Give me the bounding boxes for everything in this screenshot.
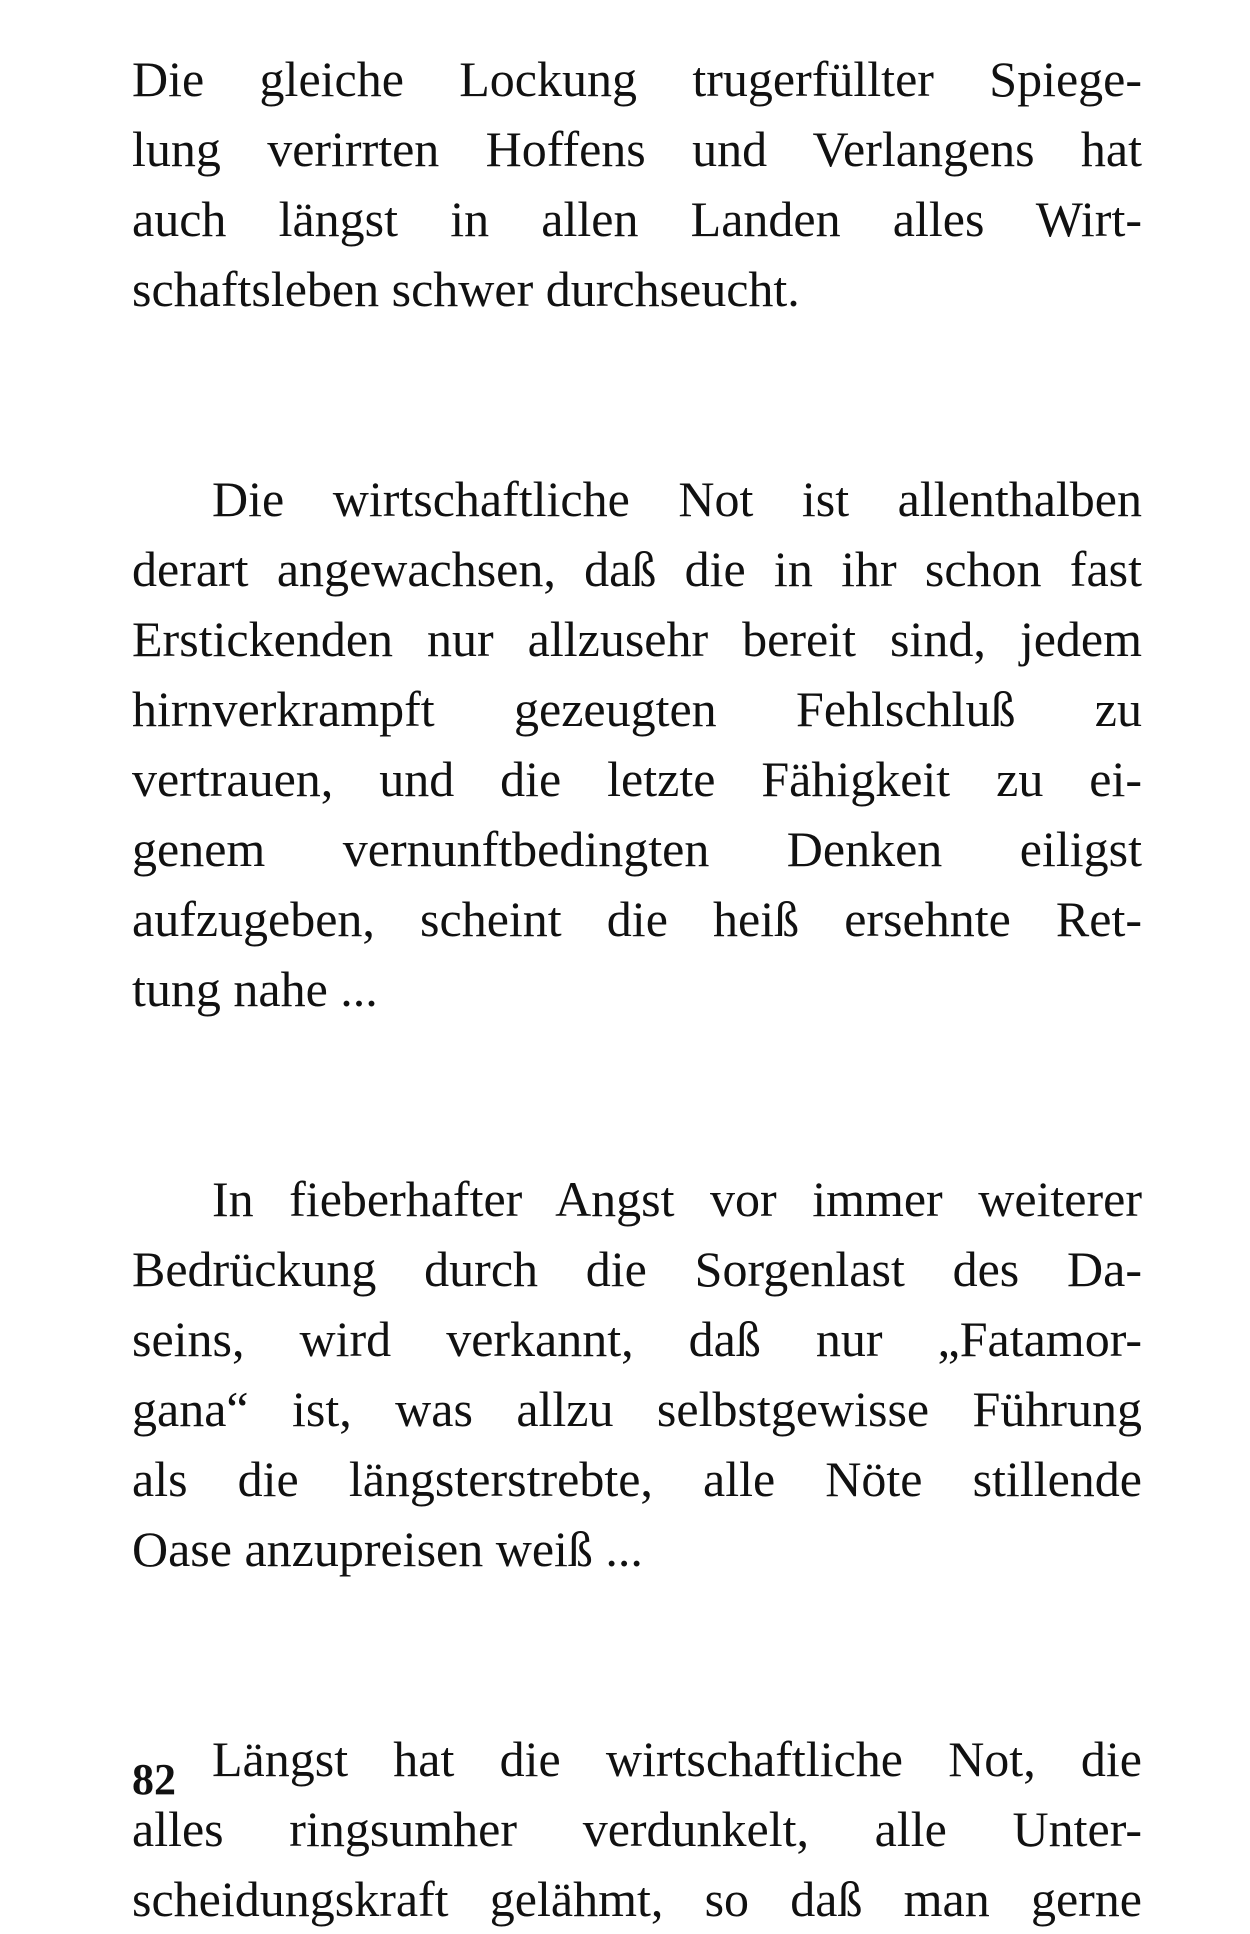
- paragraph-gap: [132, 324, 1142, 464]
- text-line: Erstickenden nur allzusehr bereit sind, jedem: [132, 611, 1142, 667]
- paragraph-4: [132, 1724, 1142, 1934]
- paragraph-gap: [132, 1584, 1142, 1724]
- page-number: 82: [132, 1755, 176, 1804]
- body-text: [132, 44, 1142, 1934]
- text-line: als die längsterstrebte, alle Nöte stillende: [132, 1451, 1142, 1507]
- text-line: gana“ ist, was allzu selbstgewisse Führung: [132, 1381, 1142, 1437]
- text-line: aufzugeben, scheint die heiß ersehnte Ret-: [132, 891, 1142, 947]
- text-line: vertrauen, und die letzte Fähigkeit zu ei-: [132, 751, 1142, 807]
- paragraph-2: [132, 464, 1142, 1024]
- paragraph-3: [132, 1164, 1142, 1584]
- text-line: seins, wird verkannt, daß nur „Fatamor-: [132, 1311, 1142, 1367]
- text-line: Die wirtschaftliche Not ist allenthalben: [212, 471, 1142, 527]
- text-line: genem vernunftbedingten Denken eiligst: [132, 821, 1142, 877]
- text-line: lung verirrten Hoffens und Verlangens hat: [132, 121, 1142, 177]
- text-line: scheidungskraft gelähmt, so daß man gerne: [132, 1871, 1142, 1927]
- text-line: alles ringsumher verdunkelt, alle Unter-: [132, 1801, 1142, 1857]
- text-line: In fieberhafter Angst vor immer weiterer: [212, 1171, 1142, 1227]
- text-line: Längst hat die wirtschaftliche Not, die: [212, 1731, 1142, 1787]
- text-line: Oase anzupreisen weiß ...: [132, 1521, 643, 1577]
- text-line: hirnverkrampft gezeugten Fehlschluß zu: [132, 681, 1142, 737]
- text-line: auch längst in allen Landen alles Wirt-: [132, 191, 1142, 247]
- text-line: Die gleiche Lockung trugerfüllter Spiege-: [132, 51, 1142, 107]
- paragraph-gap: [132, 1024, 1142, 1164]
- text-line: Bedrückung durch die Sorgenlast des Da-: [132, 1241, 1142, 1297]
- paragraph-1: [132, 44, 1142, 324]
- text-line: derart angewachsen, daß die in ihr schon fast: [132, 541, 1142, 597]
- text-line: schaftsleben schwer durchseucht.: [132, 261, 800, 317]
- text-line: tung nahe ...: [132, 961, 378, 1017]
